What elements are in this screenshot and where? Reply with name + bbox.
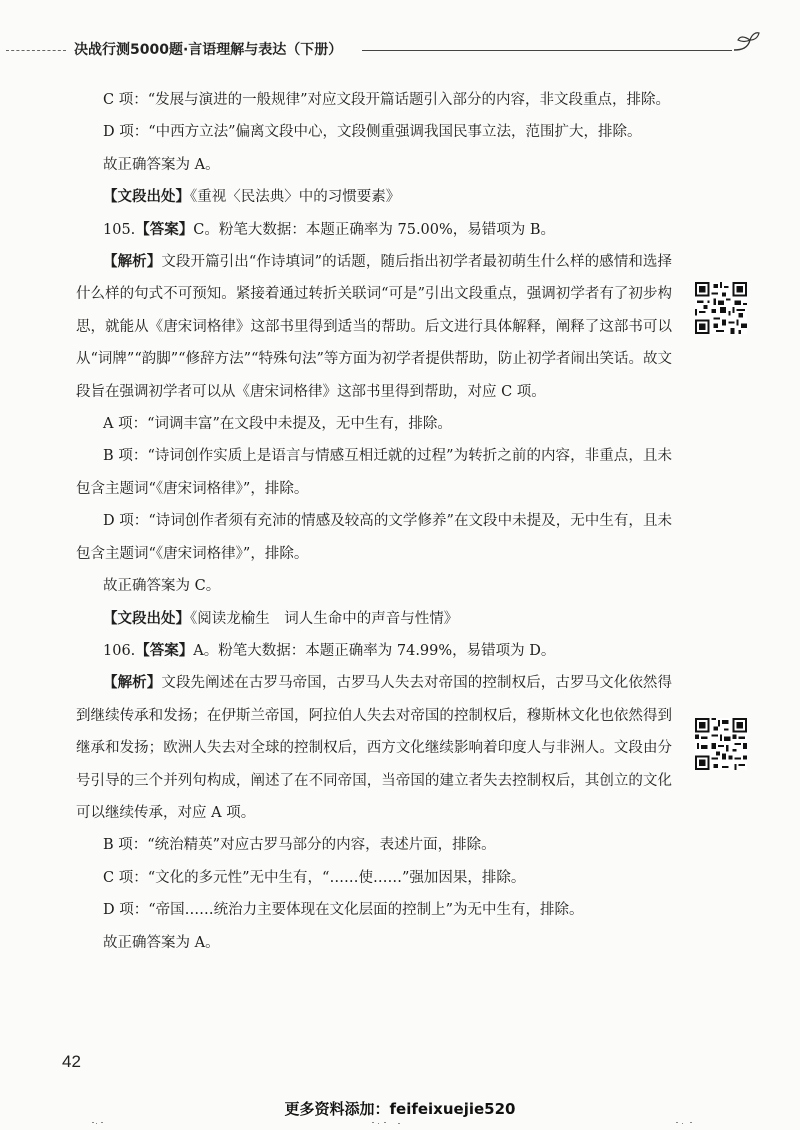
q105-analysis xyxy=(76,246,672,408)
page-body xyxy=(76,84,672,959)
q104-option-c: C 项：“发展与演进的一般规律”对应文段开篇话题引入部分的内容，非文段重点，排除。 xyxy=(103,92,671,108)
source-title: 《阅读龙榆生 词人生命中的声音与性情》 xyxy=(190,610,459,627)
q105-source xyxy=(76,603,672,635)
header-rule xyxy=(362,50,732,51)
source-title: 《重视〈民法典〉中的习惯要素》 xyxy=(190,189,401,206)
running-header xyxy=(0,36,800,64)
q105-option-b: B 项：“诗词创作实质上是语言与情感互相迁就的过程”为转折之前的内容，非重点，且未包含主题词“《唐宋词格律》”，排除。 xyxy=(76,448,672,497)
q105-conclusion: 故正确答案为 C。 xyxy=(103,578,221,595)
qr-code-icon[interactable] xyxy=(695,718,747,770)
book-title: 决战行测5000题·言语理解与表达（下册） xyxy=(74,42,343,58)
header-dash-ornament xyxy=(6,50,66,51)
question-number: 105. xyxy=(103,221,136,238)
q104-conclusion: 故正确答案为 A。 xyxy=(103,156,220,173)
analysis-label: 【解析】 xyxy=(103,675,162,692)
q105-option-d: D 项：“诗词创作者须有充沛的情感及较高的文学修养”在文段中未提及，无中生有，且未包含主题词“《唐宋词格律》”，排除。 xyxy=(76,513,672,562)
q106-analysis xyxy=(76,667,672,829)
answer-label: 【答案】 xyxy=(135,221,194,238)
q104-source xyxy=(76,181,672,213)
source-label: 【文段出处】 xyxy=(103,189,190,206)
q104-option-d: D 项：“中西方立法”偏离文段中心，文段侧重强调我国民事立法，范围扩大，排除。 xyxy=(103,124,642,141)
answer-text: A。粉笔大数据：本题正确率为 74.99%，易错项为 D。 xyxy=(193,642,556,659)
question-number: 106. xyxy=(103,642,136,659)
q106-option-d: D 项：“帝国……统治力主要体现在文化层面的控制上”为无中生有，排除。 xyxy=(103,902,584,919)
q106-option-c: C 项：“文化的多元性”无中生有，“……使……”强加因果，排除。 xyxy=(103,869,526,886)
qr-code-icon[interactable] xyxy=(695,282,747,334)
sprout-icon xyxy=(728,28,762,62)
footer-contact: 更多资料添加：feifeixuejie520 xyxy=(284,1100,516,1118)
source-label: 【文段出处】 xyxy=(103,610,190,627)
scan-specks xyxy=(0,1118,800,1128)
q106-option-b: B 项：“统治精英”对应古罗马部分的内容，表述片面，排除。 xyxy=(103,837,496,854)
q105-option-a: A 项：“词调丰富”在文段中未提及，无中生有，排除。 xyxy=(103,416,452,433)
analysis-label: 【解析】 xyxy=(103,254,162,271)
answer-label: 【答案】 xyxy=(135,642,194,659)
analysis-text: 文段先阐述在古罗马帝国，古罗马人失去对帝国的控制权后，古罗马文化依然得到继续传承和发扬；在伊斯兰帝国，阿拉伯人失去对帝国的控制权后，穆斯林文化也依然得到继承和发扬；欧洲人失去对全球的控制权后，西方文化继续影响着印度人与非洲人。文段由分号引导的三个并列句构成，阐述了在不同帝国，当帝国的建立者失去控制权后，其创立的文化可以继续传承，对应 A 项。 xyxy=(76,675,673,821)
q106-conclusion: 故正确答案为 A。 xyxy=(103,934,220,951)
page-number: 42 xyxy=(62,1052,81,1071)
analysis-text: 文段开篇引出“作诗填词”的话题，随后指出初学者最初萌生什么样的感情和选择什么样的句式不可预知。紧接着通过转折关联词“可是”引出文段重点，强调初学者有了初步构思，就能从《唐宋词格律》这部书里得到适当的帮助。后文进行具体解释，阐释了这部书可以从“词牌”“韵脚”“修辞方法”“特殊句法”等方面为初学者提供帮助，防止初学者闹出笑话。故文段旨在强调初学者可以从《唐宋词格律》这部书里得到帮助，对应 C 项。 xyxy=(76,254,672,400)
q106-answer xyxy=(76,635,672,667)
answer-text: C。粉笔大数据：本题正确率为 75.00%，易错项为 B。 xyxy=(193,221,556,238)
q105-answer xyxy=(76,214,672,246)
